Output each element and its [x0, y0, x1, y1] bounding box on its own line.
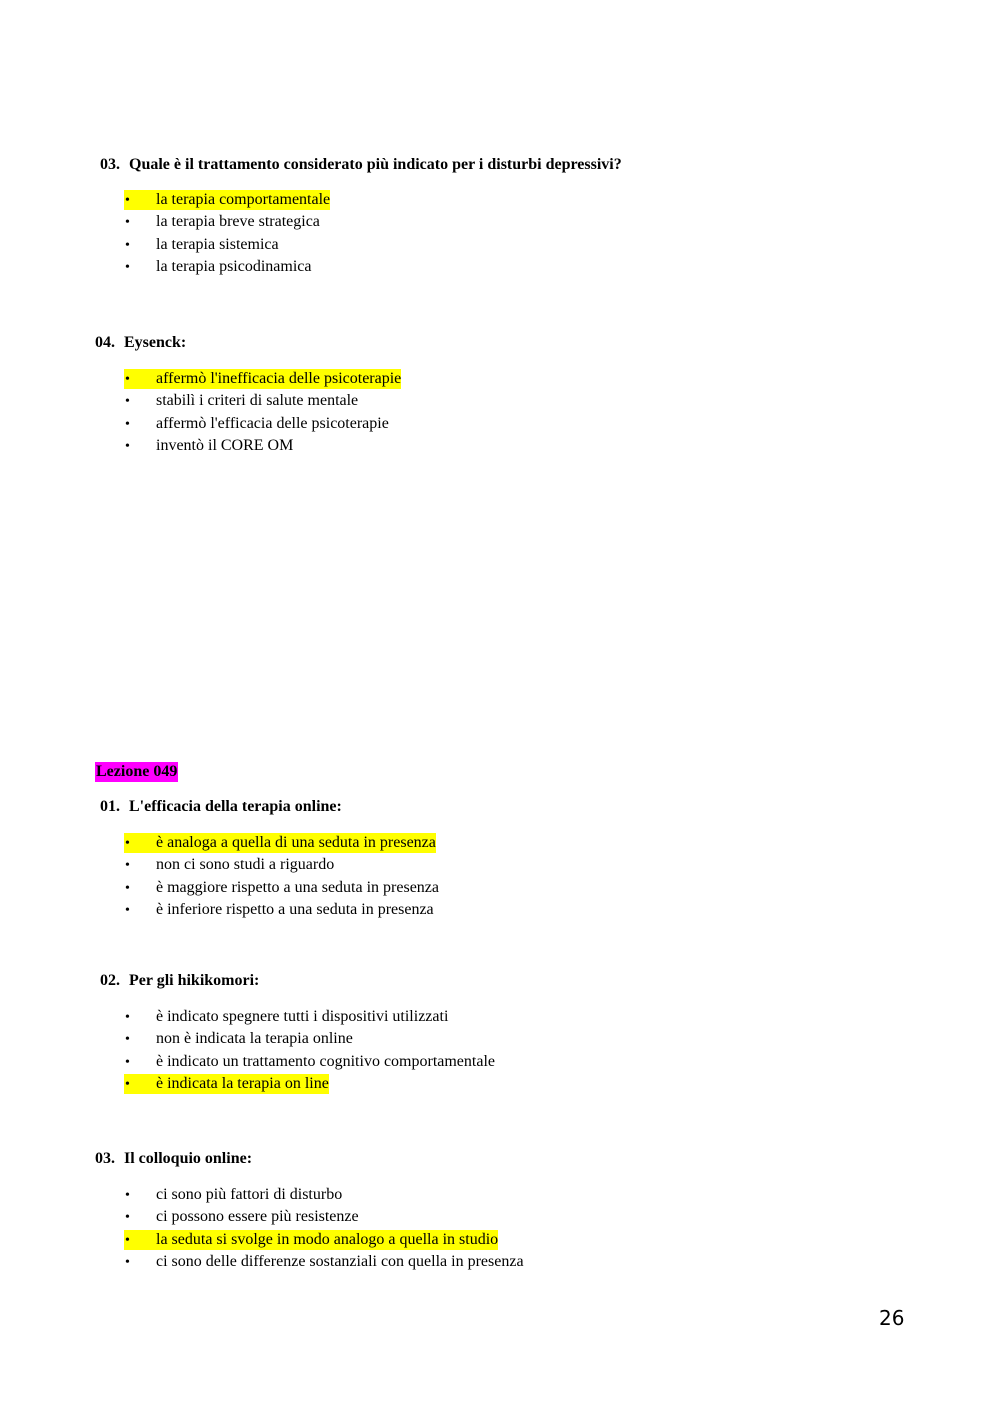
bullet-icon: •	[125, 1076, 130, 1092]
answer-option	[124, 1184, 524, 1206]
bullet-icon: •	[125, 1032, 130, 1048]
question-title	[100, 797, 342, 817]
answer-option	[124, 1206, 524, 1228]
bullet-icon: •	[125, 836, 130, 851]
answer-text: è indicata la terapia on line	[156, 1074, 329, 1092]
bullet-icon: •	[125, 902, 130, 918]
question-text: Quale è il trattamento considerato più indicato per i disturbi depressivi?	[129, 156, 622, 173]
answer-option	[124, 1051, 495, 1073]
bullet-icon: •	[125, 438, 130, 454]
answer-option	[124, 1251, 524, 1273]
bullet-icon: •	[125, 1232, 130, 1248]
answer-option	[124, 877, 439, 899]
answer-list	[124, 1006, 495, 1095]
answer-option	[124, 1006, 495, 1028]
answer-text: stabilì i criteri di salute mentale	[156, 392, 359, 410]
bullet-icon: •	[125, 1254, 130, 1270]
section-label: Lezione 049	[96, 763, 178, 780]
bullet-icon: •	[125, 193, 130, 208]
answer-text: ci sono più fattori di disturbo	[156, 1186, 343, 1203]
answer-text: la terapia sistemica	[156, 235, 279, 253]
answer-list	[124, 368, 401, 457]
question-title	[95, 1149, 252, 1169]
answer-option	[124, 854, 439, 876]
answer-option	[124, 413, 401, 435]
answer-text: affermò l'inefficacia delle psicoterapie	[156, 370, 402, 387]
answer-highlight	[124, 369, 401, 389]
question-text: Per gli hikikomori:	[129, 972, 260, 989]
answer-text: non ci sono studi a riguardo	[156, 856, 335, 874]
answer-highlight	[124, 1230, 498, 1250]
question-number: 03.	[95, 1150, 115, 1167]
bullet-icon: •	[125, 880, 130, 896]
bullet-icon: •	[125, 1188, 130, 1203]
bullet-icon: •	[125, 1010, 130, 1025]
bullet-icon: •	[125, 1054, 130, 1070]
question-number: 02.	[100, 972, 120, 989]
answer-text: è analoga a quella di una seduta in presenza	[156, 834, 436, 851]
answer-list	[124, 1184, 524, 1273]
answer-text: è maggiore rispetto a una seduta in presenza	[156, 878, 439, 896]
bullet-icon: •	[125, 215, 130, 231]
answer-text: è indicato un trattamento cognitivo comportamentale	[156, 1052, 495, 1070]
answer-option-correct	[124, 832, 439, 854]
answer-option	[124, 234, 330, 256]
answer-option	[124, 390, 401, 412]
answer-text: ci sono delle differenze sostanziali con quella in presenza	[156, 1252, 524, 1270]
page-number: 26	[879, 1306, 905, 1330]
bullet-icon: •	[125, 858, 130, 874]
answer-option	[124, 211, 330, 233]
question-number: 01.	[100, 798, 120, 815]
answer-list	[124, 189, 330, 278]
answer-text: la terapia comportamentale	[156, 191, 331, 208]
answer-option-correct	[124, 1073, 495, 1095]
question-number: 04.	[95, 334, 115, 351]
answer-text: affermò l'efficacia delle psicoterapie	[156, 414, 389, 432]
answer-list	[124, 832, 439, 921]
answer-text: è inferiore rispetto a una seduta in presenza	[156, 900, 434, 918]
answer-option	[124, 435, 401, 457]
question-text: L'efficacia della terapia online:	[129, 798, 342, 815]
answer-text: non è indicata la terapia online	[156, 1030, 353, 1048]
bullet-icon: •	[125, 416, 130, 432]
bullet-icon: •	[125, 1210, 130, 1226]
answer-option-correct	[124, 1229, 524, 1251]
bullet-icon: •	[125, 259, 130, 275]
answer-text: ci possono essere più resistenze	[156, 1208, 359, 1226]
bullet-icon: •	[125, 372, 130, 387]
bullet-icon: •	[125, 237, 130, 253]
question-number: 03.	[100, 156, 120, 173]
question-title	[95, 333, 186, 353]
answer-text: la seduta si svolge in modo analogo a quella in studio	[156, 1230, 499, 1248]
answer-option-correct	[124, 189, 330, 211]
question-title	[100, 155, 622, 175]
question-text: Il colloquio online:	[124, 1150, 253, 1167]
question-title	[100, 971, 259, 991]
answer-option	[124, 1028, 495, 1050]
answer-highlight	[124, 190, 330, 210]
question-text: Eysenck:	[124, 334, 187, 351]
answer-option	[124, 256, 330, 278]
answer-text: è indicato spegnere tutti i dispositivi utilizzati	[156, 1008, 449, 1025]
answer-text: la terapia psicodinamica	[156, 257, 312, 275]
answer-highlight	[124, 833, 436, 853]
answer-text: inventò il CORE OM	[156, 436, 294, 454]
answer-text: la terapia breve strategica	[156, 213, 320, 231]
answer-highlight	[124, 1074, 329, 1094]
answer-option-correct	[124, 368, 401, 390]
bullet-icon: •	[125, 394, 130, 410]
answer-option	[124, 899, 439, 921]
